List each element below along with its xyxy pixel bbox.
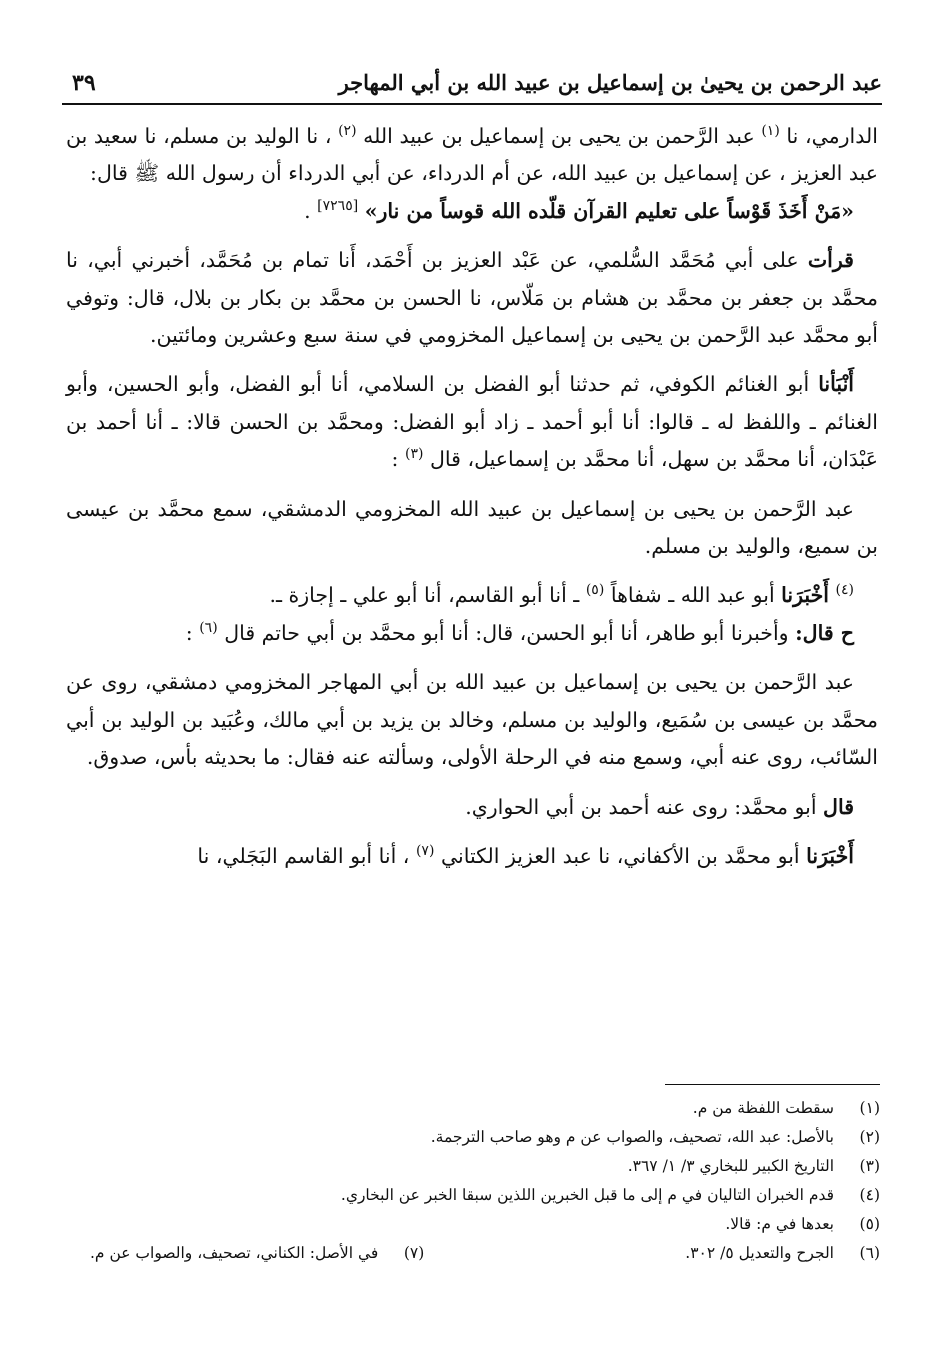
text: أبو محمَّد: روى عنه أحمد بن أبي الحواري. — [465, 794, 817, 819]
footnote-number: (١) — [859, 1099, 880, 1117]
keyword-akhbarana: أَخْبَرَنا — [781, 583, 829, 608]
footnote-ref-5: (٥) — [585, 582, 605, 599]
footnote-rule — [665, 1084, 880, 1085]
footnote-number: (٧) — [403, 1244, 425, 1262]
text: عبد الرَّحمن بن يحيى بن إسماعيل بن عبيد الله — [363, 124, 755, 148]
footnote-text: في الأصل: الكناني، تصحيف، والصواب عن م. — [90, 1244, 379, 1262]
text: وأخبرنا أبو طاهر، أنا أبو الحسن، قال: أنا أبو محمَّد بن أبي حاتم قال — [224, 620, 789, 645]
footnote-number: (٣) — [859, 1157, 880, 1175]
paragraph-8 — [66, 664, 878, 776]
text: الدارمي، نا — [786, 124, 878, 148]
footnote-ref-3: (٣) — [405, 446, 424, 463]
paragraph-5 — [66, 491, 878, 566]
text: ، نا الوليد بن مسلم، نا سعيد بن عبد العزيز ، عن إسماعيل بن عبيد الله، عن أم الدرداء، عن أبي الدرداء أن رسول الله ﷺ قال: — [66, 124, 878, 186]
footnote-3 — [90, 1152, 880, 1181]
page-number: ٣٩ — [72, 70, 96, 96]
footnote-2 — [90, 1123, 880, 1152]
text: أبو عبد الله ـ شفاهاً — [610, 583, 775, 608]
text: عبد الرَّحمن بن يحيى بن إسماعيل بن عبيد الله بن أبي المهاجر المخزومي دمشقي، روى عن محمَّد بن عيسى بن سُمَيع، والوليد بن مسلم، وخالد بن يزيد بن أبي مالك، وعُبَيد بن الوليد بن أبي السّائب، روى عنه أبي، وسمع منه في الرحلة الأولى، وسألته عنه فقال: ما بحديثه بأس، صدوق. — [66, 670, 878, 770]
footnote-text: الجرح والتعديل ٥/ ٣٠٢. — [685, 1244, 834, 1262]
keyword-ha-qala: ح قال: — [795, 620, 854, 645]
text: أبو محمَّد بن الأكفاني، نا عبد العزيز الكتاني — [440, 843, 800, 868]
footnote-number: (٥) — [859, 1215, 880, 1233]
paragraph-9 — [66, 789, 878, 826]
footnote-ref-4: (٤) — [835, 582, 854, 599]
footnote-6 — [685, 1244, 880, 1262]
footnote-number: (٢) — [859, 1128, 880, 1146]
text: : — [391, 447, 399, 472]
keyword-anba-ana: أَنْبَأنا — [818, 372, 854, 397]
hadith-number: [٧٢٦٥] — [317, 197, 359, 214]
header-title: عبد الرحمن بن يحيىٰ بن إسماعيل بن عبيد الله بن أبي المهاجر — [338, 70, 882, 95]
text: ، أنا أبو القاسم البَجَلي، نا — [197, 843, 410, 868]
footnote-number: (٤) — [859, 1186, 880, 1204]
footnote-text: التاريخ الكبير للبخاري ٣/ ١/ ٣٦٧. — [627, 1157, 834, 1175]
text: على أبي مُحَمَّد السُّلمي، عن عَبْد العزيز بن أَحْمَد، أَنا تمام بن مُحَمَّد، أخبرني أبي، نا محمَّد بن جعفر بن محمَّد بن هشام بن مَلّاس، نا الحسن بن محمَّد بن بكار بن بلال، قال: وتوفي أبو محمَّد عبد الرَّحمن بن يحيى بن إسماعيل المخزومي في سنة سبع وعشرين ومائتين. — [66, 248, 878, 348]
footnote-ref-2: (٢) — [338, 123, 357, 140]
footnote-6-7-row — [90, 1239, 880, 1268]
keyword-qara-tu: قرأت — [807, 248, 854, 273]
hadith-quote: «مَنْ أَخَذَ قَوْساً على تعليم القرآن قلّده الله قوساً من نار» — [364, 198, 854, 223]
footnote-ref-6: (٦) — [199, 620, 218, 637]
paragraph-6 — [66, 577, 878, 614]
paragraph-10 — [66, 838, 878, 875]
footnote-text: بالأصل: عبد الله، تصحيف، والصواب عن م وهو صاحب الترجمة. — [430, 1128, 834, 1146]
keyword-akhbarana: أَخْبَرَنا — [806, 843, 854, 868]
paragraph-1 — [66, 118, 878, 193]
footnote-text: سقطت اللفظة من م. — [692, 1099, 834, 1117]
paragraph-4 — [66, 366, 878, 478]
footnotes — [90, 1094, 880, 1268]
footnote-ref-7: (٧) — [415, 843, 435, 860]
footnote-4 — [90, 1181, 880, 1210]
footnote-text: بعدها في م: قالا. — [725, 1215, 834, 1233]
text: : — [185, 620, 193, 645]
footnote-7 — [90, 1239, 424, 1268]
footnote-ref-1: (١) — [761, 123, 780, 140]
text: أبو الغنائم الكوفي، ثم حدثنا أبو الفضل بن السلامي، أنا أبو الفضل، وأبو الحسين، وأبو الغنائم ـ واللفظ له ـ قالوا: أنا أبو أحمد ـ زاد أبو الفضل: ومحمَّد بن الحسن قالا: ـ أنا أحمد بن عَبْدَان، أنا محمَّد بن سهل، أنا محمَّد بن إسماعيل، قال — [66, 372, 878, 472]
header-rule — [62, 103, 882, 105]
text: ـ أنا أبو القاسم، أنا أبو علي ـ إجازة ـ. — [269, 583, 580, 608]
hadith-text — [66, 193, 878, 230]
running-header — [62, 64, 882, 104]
text: . — [304, 198, 311, 223]
footnote-5 — [90, 1210, 880, 1239]
main-text — [66, 118, 878, 875]
keyword-qala: قال — [823, 794, 854, 819]
paragraph-7 — [66, 615, 878, 652]
footnote-1 — [90, 1094, 880, 1123]
footnote-text: قدم الخبران التاليان في م إلى ما قبل الخبرين اللذين سبقا الخبر عن البخاري. — [340, 1186, 834, 1204]
text: عبد الرَّحمن بن يحيى بن إسماعيل بن عبيد الله المخزومي الدمشقي، سمع محمَّد بن عيسى بن سميع، والوليد بن مسلم. — [66, 496, 878, 559]
footnote-number: (٦) — [859, 1244, 880, 1262]
paragraph-3 — [66, 242, 878, 354]
